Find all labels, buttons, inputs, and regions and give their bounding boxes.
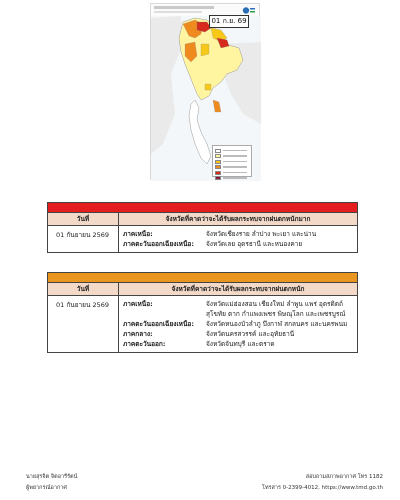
very-heavy-rain-table — [47, 202, 358, 253]
orange-region — [201, 44, 209, 56]
legend-swatch — [215, 149, 221, 153]
forecaster-signature — [26, 472, 77, 494]
region-provinces: จังหวัดจันทบุรี และตราด — [206, 340, 275, 348]
heavy-rain-table — [47, 272, 358, 353]
legend-text — [223, 166, 247, 168]
table-header-row — [48, 213, 358, 226]
legend-item — [215, 170, 249, 175]
legend-swatch — [215, 160, 221, 164]
table-color-bar — [48, 203, 358, 213]
region-label: ภาคตะวันออกเฉียงเหนือ: — [123, 320, 194, 328]
header-area: จังหวัดที่คาดว่าจะได้รับผลกระทบจากฝนตกหนัก — [119, 283, 358, 296]
legend-text — [223, 150, 247, 152]
region-provinces: จังหวัดเชียงราย ลำปาง พะเยา และน่าน — [206, 230, 317, 238]
row-regions — [119, 296, 358, 353]
legend-text — [223, 161, 247, 163]
table-color-bar — [48, 273, 358, 283]
region-label: ภาคเหนือ: — [123, 300, 153, 308]
row-regions — [119, 226, 358, 253]
legend-item — [215, 148, 249, 153]
region-label: ภาคตะวันออกเฉียงเหนือ: — [123, 240, 194, 248]
map-date-label: 01 ก.ย. 69 — [209, 15, 249, 28]
legend-text — [223, 177, 247, 179]
region-item — [123, 319, 353, 329]
table-header-row — [48, 283, 358, 296]
contact-phone: สอบถามสภาพอากาศ โทร 1182 — [305, 474, 383, 480]
region-provinces: จังหวัดนครสวรรค์ และอุทัยธานี — [206, 330, 295, 338]
forecaster-name: นายสุรจิต จิตอารีรัตน์ — [26, 474, 78, 480]
region-provinces: จังหวัดแม่ฮ่องสอน เชียงใหม่ ลำพูน แพร่ อุตรดิตถ์ สุโขทัย ตาก กำแพงเพชร พิษณุโลก และเพชรบูรณ์ — [206, 300, 346, 318]
contact-info — [262, 472, 383, 494]
forecaster-title: ผู้พยากรณ์อากาศ — [26, 485, 67, 491]
legend-swatch — [215, 171, 221, 175]
region-label: ภาคตะวันออก: — [123, 340, 166, 348]
region-label: ภาคกลาง: — [123, 330, 153, 338]
row-date: 01 กันยายน 2569 — [48, 226, 119, 253]
header-date: วันที่ — [48, 283, 119, 296]
legend-item — [215, 165, 249, 170]
header-area: จังหวัดที่คาดว่าจะได้รับผลกระทบจากฝนตกหนักมาก — [119, 213, 358, 226]
legend-text — [223, 155, 247, 157]
legend-swatch — [215, 165, 221, 169]
legend-text — [223, 172, 247, 174]
legend-item — [215, 176, 249, 181]
region-provinces: จังหวัดหนองบัวลำภู บึงกาฬ สกลนคร และนครพนม — [206, 320, 348, 328]
region-item — [123, 329, 353, 339]
orange-region — [205, 84, 211, 90]
region-item — [123, 339, 353, 349]
region-label: ภาคเหนือ: — [123, 230, 153, 238]
region-provinces: จังหวัดเลย อุดรธานี และหนองคาย — [206, 240, 303, 248]
forecast-map — [150, 3, 260, 180]
legend-swatch — [215, 154, 221, 158]
contact-fax-web[interactable]: โทรสาร 0-2399-4012, https://www.tmd.go.th — [262, 485, 383, 491]
region-item — [123, 239, 353, 249]
region-item — [123, 299, 353, 319]
header-date: วันที่ — [48, 213, 119, 226]
legend-item — [215, 154, 249, 159]
region-item — [123, 229, 353, 239]
map-legend — [212, 145, 252, 177]
row-date: 01 กันยายน 2569 — [48, 296, 119, 353]
legend-item — [215, 159, 249, 164]
table-row — [48, 226, 358, 253]
legend-swatch — [215, 176, 221, 180]
table-row — [48, 296, 358, 353]
